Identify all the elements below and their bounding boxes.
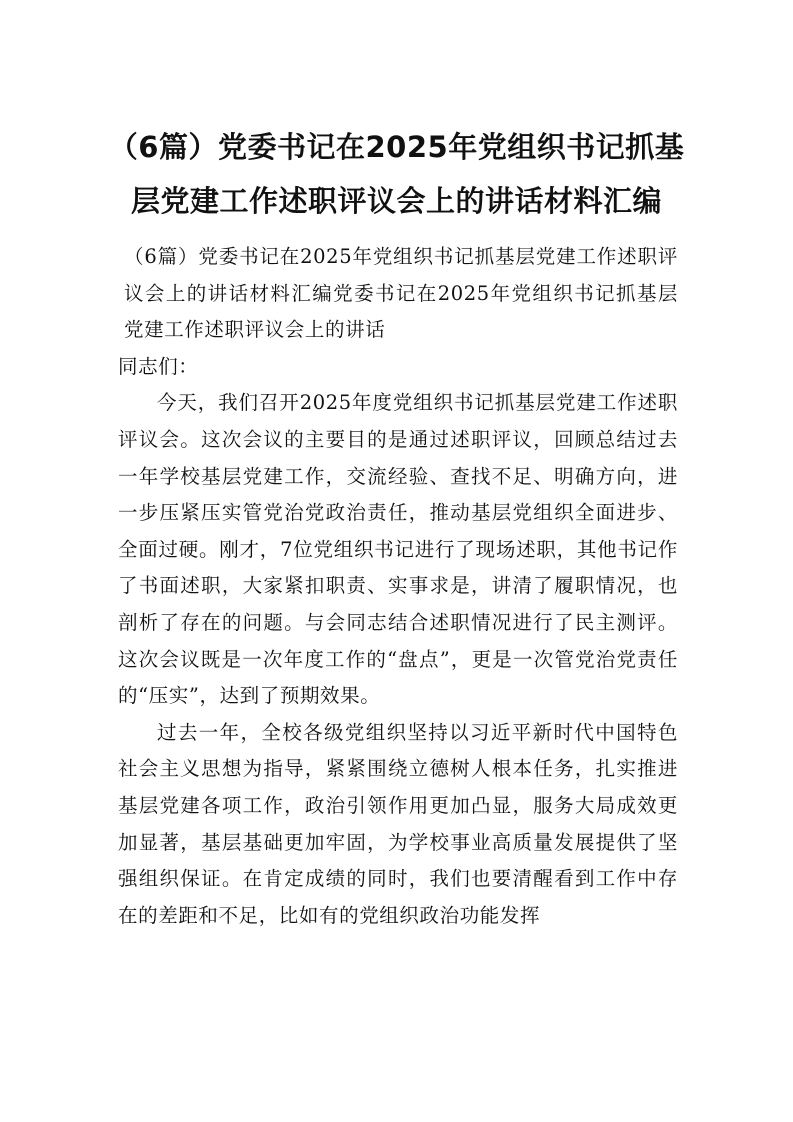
lead-paragraph: （6篇）党委书记在2025年党组织书记抓基层党建工作述职评议会上的讲话材料汇编党委书记在2025年党组织书记抓基层党建工作述职评议会上的讲话 [124, 245, 678, 342]
document-title: （6篇）党委书记在2025年党组织书记抓基层党建工作述职评议会上的讲话材料汇编 [108, 130, 685, 218]
body-paragraph: 过去一年，全校各级党组织坚持以习近平新时代中国特色社会主义思想为指导，紧紧围绕立德树人根本任务，扎实推进基层党建各项工作，政治引领作用更加凸显，服务大局成效更加显著，基层基础更加牢固，为学校事业高质量发展提供了坚强组织保证。在肯定成绩的同时，我们也要清醒看到工作中存在的差距和不足，比如有的党组织政治功能发挥 [118, 720, 678, 927]
document-body [118, 239, 678, 934]
salutation: 同志们： [118, 354, 199, 378]
body-paragraph: 今天，我们召开2025年度党组织书记抓基层党建工作述职评议会。这次会议的主要目的是通过述职评议，回顾总结过去一年学校基层党建工作，交流经验、查找不足、明确方向，进一步压紧压实管党治党政治责任，推动基层党组织全面进步、全面过硬。刚才，7位党组织书记进行了现场述职，其他书记作了书面述职，大家紧扣职责、实事求是，讲清了履职情况，也剖析了存在的问题。与会同志结合述职情况进行了民主测评。这次会议既是一次年度工作的“盘点”，更是一次管党治党责任的“压实”，达到了预期效果。 [118, 391, 678, 708]
